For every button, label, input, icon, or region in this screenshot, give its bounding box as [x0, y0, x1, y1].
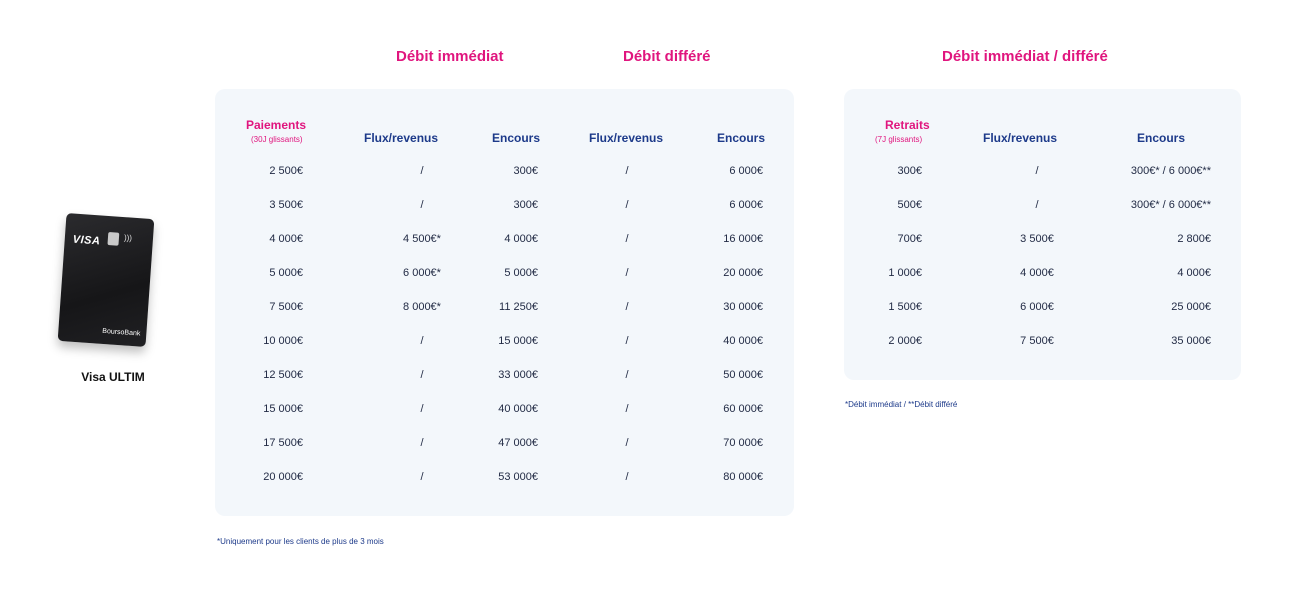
payments-cell: 5 000€	[504, 267, 538, 279]
payments-cell: 7 500€	[269, 301, 303, 313]
payments-cell: /	[625, 233, 629, 245]
payments-cell: 300€	[513, 165, 538, 177]
payments-cell: /	[420, 165, 424, 177]
payments-cell: 3 500€	[269, 199, 303, 211]
withdrawals-cell: 300€* / 6 000€**	[1130, 199, 1211, 211]
payments-cell: /	[625, 199, 629, 211]
withdrawals-cell: 500€	[897, 199, 922, 211]
payments-cell: 5 000€	[269, 267, 303, 279]
payments-cell: /	[625, 369, 629, 381]
withdrawals-cell: 700€	[897, 233, 922, 245]
col-payments: Paiements	[246, 118, 307, 132]
payments-cell: 15 000€	[263, 403, 303, 415]
header-immediate: Débit immédiat	[396, 48, 504, 65]
payments-cell: /	[420, 471, 424, 483]
withdrawals-cell: 35 000€	[1171, 335, 1211, 347]
payments-cell: 6 000€	[729, 199, 763, 211]
withdrawals-cell: 1 500€	[888, 301, 922, 313]
payments-cell: 30 000€	[723, 301, 763, 313]
payments-cell: 4 000€	[269, 233, 303, 245]
bank-logo: BoursoBank	[102, 327, 141, 338]
col-encours-withdrawals: Encours	[1137, 131, 1186, 145]
chip-icon	[107, 232, 119, 246]
payments-cell: /	[625, 165, 629, 177]
payments-cell: /	[420, 437, 424, 449]
col-encours-immediate: Encours	[492, 131, 541, 145]
withdrawals-cell: 1 000€	[888, 267, 922, 279]
withdrawals-cell: 300€	[897, 165, 922, 177]
payments-cell: 6 000€*	[403, 267, 441, 279]
payments-cell: /	[420, 403, 424, 415]
payments-cell: 4 500€*	[403, 233, 441, 245]
col-payments-sub: (30J glissants)	[251, 135, 303, 144]
payments-cell: 2 500€	[269, 165, 303, 177]
payments-cell: 60 000€	[723, 403, 763, 415]
payments-cell: 6 000€	[729, 165, 763, 177]
col-flux-immediate: Flux/revenus	[364, 131, 439, 145]
payments-cell: 70 000€	[723, 437, 763, 449]
payments-cell: 300€	[513, 199, 538, 211]
payments-cell: 16 000€	[723, 233, 763, 245]
col-withdrawals-sub: (7J glissants)	[875, 135, 923, 144]
payments-cell: /	[625, 267, 629, 279]
payments-cell: 17 500€	[263, 437, 303, 449]
payments-cell: 15 000€	[498, 335, 538, 347]
col-flux-deferred: Flux/revenus	[589, 131, 664, 145]
payments-cell: 40 000€	[498, 403, 538, 415]
payments-cell: 53 000€	[498, 471, 538, 483]
payments-cell: /	[625, 403, 629, 415]
payments-cell: /	[420, 335, 424, 347]
withdrawals-cell: 2 800€	[1177, 233, 1211, 245]
withdrawals-cell: /	[1035, 165, 1039, 177]
payments-cell: /	[625, 437, 629, 449]
col-encours-deferred: Encours	[717, 131, 766, 145]
payments-cell: 20 000€	[263, 471, 303, 483]
visa-card-image	[58, 213, 155, 347]
withdrawals-cell: 4 000€	[1177, 267, 1211, 279]
payments-cell: /	[625, 471, 629, 483]
withdrawals-cell: 25 000€	[1171, 301, 1211, 313]
col-flux-withdrawals: Flux/revenus	[983, 131, 1058, 145]
withdrawals-cell: 2 000€	[888, 335, 922, 347]
payments-cell: /	[625, 301, 629, 313]
payments-cell: 10 000€	[263, 335, 303, 347]
payments-cell: 33 000€	[498, 369, 538, 381]
payments-cell: 40 000€	[723, 335, 763, 347]
withdrawals-footnote: *Débit immédiat / **Débit différé	[845, 400, 958, 409]
withdrawals-cell: 300€* / 6 000€**	[1130, 165, 1211, 177]
payments-footnote: *Uniquement pour les clients de plus de 3 mois	[217, 537, 384, 546]
payments-cell: /	[625, 335, 629, 347]
header-immediate-deferred: Débit immédiat / différé	[942, 48, 1108, 65]
payments-cell: 20 000€	[723, 267, 763, 279]
payments-cell: 80 000€	[723, 471, 763, 483]
withdrawals-cell: 3 500€	[1020, 233, 1054, 245]
contactless-icon: )))	[123, 233, 133, 243]
header-deferred: Débit différé	[623, 48, 711, 65]
visa-logo: VISA	[72, 233, 101, 248]
col-withdrawals: Retraits	[885, 118, 930, 132]
payments-cell: 50 000€	[723, 369, 763, 381]
payments-cell: 4 000€	[504, 233, 538, 245]
payments-cell: /	[420, 369, 424, 381]
payments-cell: 47 000€	[498, 437, 538, 449]
payments-cell: 11 250€	[499, 301, 538, 313]
withdrawals-cell: 7 500€	[1020, 335, 1054, 347]
withdrawals-cell: /	[1035, 199, 1039, 211]
payments-cell: /	[420, 199, 424, 211]
withdrawals-cell: 6 000€	[1020, 301, 1054, 313]
card-name: Visa ULTIM	[81, 370, 145, 384]
payments-cell: 8 000€*	[403, 301, 441, 313]
payments-cell: 12 500€	[263, 369, 303, 381]
withdrawals-cell: 4 000€	[1020, 267, 1054, 279]
